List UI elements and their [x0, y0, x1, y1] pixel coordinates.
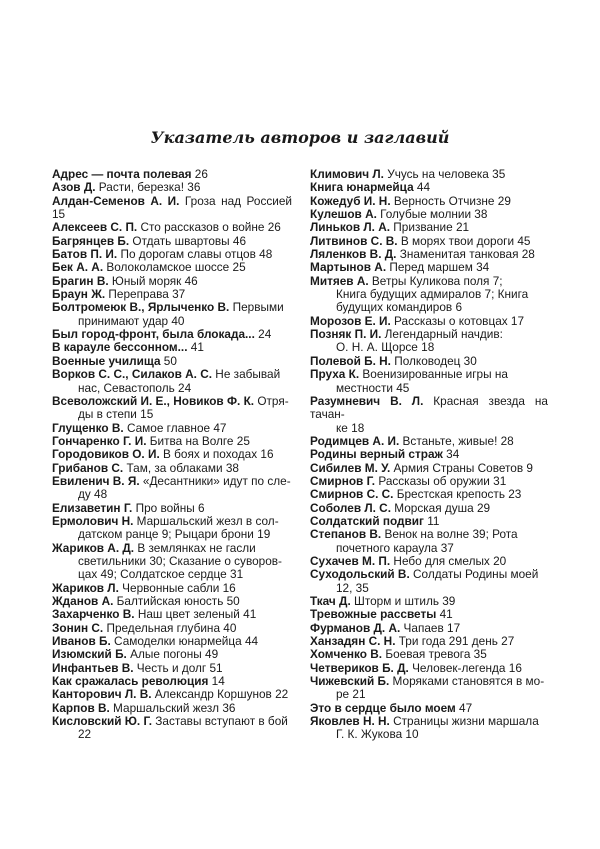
index-entry-text: Не забывай	[212, 367, 281, 382]
index-entry	[310, 608, 548, 621]
index-entry	[310, 475, 548, 488]
index-entry-continuation: ре 21	[336, 687, 366, 702]
index-entry	[52, 355, 292, 368]
index-entry	[52, 582, 292, 595]
index-entry	[52, 622, 292, 635]
index-entry-line	[52, 435, 292, 448]
index-entry-text: Маршальский жезл 36	[109, 700, 236, 715]
index-entry-heading: Инфантьев В.	[52, 660, 134, 675]
index-entry-text: Моряками становятся в мо-	[389, 674, 545, 689]
index-entry-heading: Алексеев С. П.	[52, 220, 138, 235]
index-entry-text: Солдаты Родины моей	[409, 567, 539, 582]
index-entry-heading: Это в сердце было моем	[310, 700, 456, 715]
index-entry-heading: Сибилев М. У.	[310, 460, 391, 475]
index-entry-text: Предельная глубина 40	[103, 620, 237, 635]
index-entry-heading: Ткач Д.	[310, 594, 351, 608]
index-entry-heading: Карпов В.	[52, 700, 110, 715]
index-entry-text: Расти, березка! 36	[95, 180, 201, 195]
index-entry-text: В боях и походах 16	[159, 447, 274, 462]
index-entry-line	[52, 261, 292, 274]
index-entry-continuation: местности 45	[336, 380, 410, 395]
index-entry-line	[52, 688, 292, 701]
index-entry-heading: Мартынов А.	[310, 260, 387, 275]
index-entry-heading: Соболев Л. С.	[310, 500, 391, 515]
index-entry-continuation: светильники 30; Сказание о суворов-	[78, 553, 282, 568]
index-entry-continuation: 22	[78, 727, 92, 742]
index-entry-heading: Ермолович Н.	[52, 513, 134, 528]
index-entry-heading: Канторович Л. В.	[52, 687, 152, 702]
index-entry-heading: Жданов А.	[52, 594, 114, 608]
index-entry-heading: Четвериков Б. Д.	[310, 660, 409, 675]
index-entry	[310, 168, 548, 181]
index-entry-text: 24	[254, 327, 272, 342]
index-entry-heading: Жариков А. Д.	[52, 540, 135, 555]
index-entry-text: 41	[436, 607, 453, 622]
index-entry	[310, 275, 548, 315]
index-entry-line	[310, 528, 548, 541]
index-entry-heading: Как сражалась революция	[52, 674, 209, 689]
index-entry-text: Сто рассказов о войне 26	[137, 220, 281, 235]
index-entry-text: 47	[455, 700, 473, 715]
index-entry-text: Военизированные игры на	[359, 367, 508, 382]
index-entry-line	[52, 635, 292, 648]
index-entry-line	[52, 648, 292, 661]
index-entry-line	[52, 328, 292, 341]
index-entry-heading: Багрянцев Б.	[52, 233, 130, 248]
index-entry-line	[310, 622, 548, 635]
index-entry-text: Переправа 37	[105, 287, 186, 302]
index-entry	[310, 528, 548, 555]
index-entry	[310, 662, 548, 675]
index-entry	[310, 488, 548, 501]
index-entry-heading: Хомченко В.	[310, 647, 383, 662]
index-entry-line	[52, 675, 292, 688]
index-entry-line	[52, 582, 292, 595]
index-entry	[310, 181, 548, 194]
index-entry-line	[310, 675, 548, 688]
index-entry-text: Червонные сабли 16	[118, 580, 236, 595]
index-entry-line	[310, 395, 548, 422]
index-entry-line	[310, 595, 548, 608]
index-entry	[310, 208, 548, 221]
index-entry-text: Шторм и штиль 39	[350, 594, 456, 608]
index-entry	[310, 502, 548, 515]
index-entry-text: 34	[442, 447, 460, 462]
index-entry-text: Там, за облаками 38	[123, 460, 239, 475]
index-entry-heading: Жариков Л.	[52, 580, 119, 595]
index-entry-text: Волоколамское шоссе 25	[103, 260, 246, 275]
index-entry-text: Наш цвет зеленый 41	[134, 607, 257, 622]
index-entry-heading: Изюмский Б.	[52, 647, 127, 662]
index-entry-text: Три года 291 день 27	[395, 634, 515, 649]
index-entry	[52, 275, 292, 288]
index-entry-line	[310, 608, 548, 621]
index-entry-text: Битва на Волге 25	[146, 433, 250, 448]
index-entry	[52, 288, 292, 301]
index-entry-text: Красная звезда на тачан-	[310, 393, 548, 422]
index-entry-continuation: Книга будущих адмиралов 7; Книга	[336, 287, 529, 302]
index-entry-text: Алые погоны 49	[126, 647, 219, 662]
index-entry-line	[52, 702, 292, 715]
index-entry-heading: Тревожные рассветы	[310, 607, 437, 622]
index-entry-heading: Захарченко В.	[52, 607, 135, 622]
index-entry	[52, 235, 292, 248]
index-entry-line	[52, 622, 292, 635]
index-entry	[52, 475, 292, 502]
index-entry	[52, 301, 292, 328]
index-entry	[52, 221, 292, 234]
index-entry-continuation: ды в степи 15	[78, 407, 154, 422]
index-entry-text: Боевая тревога 35	[382, 647, 487, 662]
index-entry-text: Голубые молнии 38	[376, 207, 488, 222]
index-entry-line	[52, 275, 292, 288]
index-entry-line	[52, 395, 292, 408]
index-entry	[52, 395, 292, 422]
index-entry-text: Заставы вступают в бой	[151, 714, 288, 729]
index-entry	[52, 542, 292, 582]
index-entry	[310, 462, 548, 475]
index-entry-heading: Иванов Б.	[52, 634, 111, 649]
index-entry-line	[52, 288, 292, 301]
index-entry-heading: Митяев А.	[310, 273, 369, 288]
index-entry-line	[52, 475, 292, 488]
index-entry	[52, 261, 292, 274]
index-entry	[52, 195, 292, 222]
index-entry	[52, 435, 292, 448]
index-entry-line	[52, 248, 292, 261]
index-entry-continuation: датском ранце 9; Рыцари брони 19	[78, 527, 271, 542]
index-entry-heading: Евиленич В. Я.	[52, 473, 140, 488]
index-entry-line	[310, 515, 548, 528]
index-entry	[310, 622, 548, 635]
index-entry-line	[52, 715, 292, 728]
index-entry-heading: Алдан-Семенов А. И.	[52, 193, 180, 208]
index-entry-text: Гроза над Россией 15	[52, 193, 292, 222]
index-entry-heading: Суходольский В.	[310, 567, 410, 582]
index-entry-heading: Кисловский Ю. Г.	[52, 714, 152, 729]
index-entry-text: Рассказы об оружии 31	[375, 473, 507, 488]
index-entry-line	[310, 368, 548, 381]
index-entry-heading: Чижевский Б.	[310, 674, 390, 689]
index-entry-line	[52, 448, 292, 461]
index-entry-continuation: ке 18	[336, 420, 365, 435]
index-entry	[52, 608, 292, 621]
index-entry-line	[52, 355, 292, 368]
index-entry-line	[310, 208, 548, 221]
index-entry-text: В землянках не гасли	[134, 540, 256, 555]
index-entry	[310, 195, 548, 208]
index-entry-heading: Брагин В.	[52, 273, 109, 288]
index-entry-line	[52, 662, 292, 675]
index-entry-heading: Грибанов С.	[52, 460, 124, 475]
index-entry	[52, 595, 292, 608]
index-entry	[52, 715, 292, 742]
index-entry-heading: Смирнов Г.	[310, 473, 376, 488]
index-entry	[310, 315, 548, 328]
index-entry-heading: Пруха К.	[310, 367, 360, 382]
index-entry-line	[52, 181, 292, 194]
index-entry-line	[310, 702, 548, 715]
index-entry-heading: Степанов В.	[310, 527, 382, 542]
index-entry-continuation: принимают удар 40	[78, 313, 185, 328]
index-entry-text: 11	[423, 513, 440, 528]
index-entry-heading: Всеволожский И. Е., Новиков Ф. К.	[52, 393, 255, 408]
index-entry-line	[310, 475, 548, 488]
index-column-left	[52, 168, 292, 742]
index-entry	[52, 248, 292, 261]
index-entry	[52, 422, 292, 435]
index-entry	[310, 235, 548, 248]
index-entry	[310, 702, 548, 715]
index-entry-text: «Десантники» идут по сле-	[139, 473, 291, 488]
index-entry-line	[52, 368, 292, 381]
index-entry-heading: Родины верный страж	[310, 447, 443, 462]
index-entry-line	[52, 542, 292, 555]
index-entry-text: Маршальский жезл в сол-	[133, 513, 279, 528]
index-entry-text: Балтийская юность 50	[113, 594, 240, 608]
index-entry-text: Брестская крепость 23	[393, 487, 522, 502]
index-entry	[52, 168, 292, 181]
index-entry-heading: Глущенко В.	[52, 420, 124, 435]
index-entry-heading: Был город-фронт, была блокада...	[52, 327, 255, 342]
index-entry-line	[310, 221, 548, 234]
index-entry	[310, 221, 548, 234]
index-entry-line	[310, 648, 548, 661]
index-entry	[52, 328, 292, 341]
index-entry-line	[310, 195, 548, 208]
index-entry-heading: Линьков Л. А.	[310, 220, 391, 235]
index-entry-text: Встаньте, живые! 28	[399, 433, 514, 448]
index-entry-text: Полководец 30	[390, 353, 477, 368]
index-entry-line	[310, 662, 548, 675]
index-entry	[310, 261, 548, 274]
index-entry-heading: Ляленков В. Д.	[310, 247, 397, 262]
index-entry-heading: Ворков С. С., Силаков А. С.	[52, 367, 213, 382]
index-entry	[310, 648, 548, 661]
index-entry-heading: Кожедуб И. Н.	[310, 193, 391, 208]
index-entry-text: Рассказы о котовцах 17	[390, 313, 525, 328]
index-entry-continuation: Г. К. Жукова 10	[336, 727, 419, 742]
index-entry-line	[310, 502, 548, 515]
index-entry-text: Честь и долг 51	[133, 660, 223, 675]
index-entry-heading: Батов П. И.	[52, 247, 118, 262]
index-entry-line	[310, 435, 548, 448]
index-entry-heading: Разумневич В. Л.	[310, 393, 424, 408]
page-title: Указатель авторов и заглавий	[150, 128, 450, 147]
index-entry-text: Небо для смелых 20	[390, 553, 507, 568]
index-entry-text: Ветры Куликова поля 7;	[368, 273, 503, 288]
index-entry-heading: Морозов Е. И.	[310, 313, 391, 328]
index-entry-text: Легендарный начдив:	[381, 327, 503, 342]
index-entry-text: Призвание 21	[390, 220, 470, 235]
index-entry-line	[310, 568, 548, 581]
index-entry-heading: В карауле бессонном...	[52, 340, 188, 355]
index-entry	[310, 555, 548, 568]
index-entry-line	[310, 235, 548, 248]
index-entry-continuation: 12, 35	[336, 580, 369, 595]
index-entry-line	[52, 422, 292, 435]
index-entry-text: Отря-	[254, 393, 289, 408]
index-entry-text: Знаменитая танковая 28	[396, 247, 535, 262]
index-entry-continuation: цах 49; Солдатское сердце 31	[78, 567, 244, 582]
index-entry-text: 41	[187, 340, 204, 355]
index-entry	[310, 595, 548, 608]
index-entry	[310, 448, 548, 461]
index-entry-line	[310, 715, 548, 728]
index-entry	[310, 248, 548, 261]
index-entry-text: 44	[413, 180, 431, 195]
index-entry-heading: Бек А. А.	[52, 260, 104, 275]
index-entry-line	[310, 488, 548, 501]
index-entry-line	[52, 235, 292, 248]
index-entry-text: По дорогам славы отцов 48	[117, 247, 273, 262]
index-entry	[310, 395, 548, 435]
index-entry-line	[52, 608, 292, 621]
index-entry-continuation: ду 48	[78, 487, 108, 502]
index-entry-line	[310, 448, 548, 461]
index-entry-line	[310, 328, 548, 341]
index-entry	[52, 702, 292, 715]
index-entry-text: Первыми	[229, 300, 284, 315]
index-entry-line	[310, 555, 548, 568]
index-entry-line	[52, 301, 292, 314]
index-entry	[52, 635, 292, 648]
index-entry-heading: Полевой Б. Н.	[310, 353, 391, 368]
index-entry-text: Перед маршем 34	[386, 260, 490, 275]
index-entry	[310, 515, 548, 528]
index-entry-text: Учусь на человека 35	[383, 167, 506, 181]
index-entry-heading: Фурманов Д. А.	[310, 620, 401, 635]
index-entry-line	[310, 635, 548, 648]
index-entry	[310, 355, 548, 368]
index-entry	[52, 648, 292, 661]
index-entry-heading: Смирнов С. С.	[310, 487, 394, 502]
index-entry-text: Юный моряк 46	[108, 273, 198, 288]
index-entry-text: 26	[191, 167, 208, 181]
index-entry	[52, 462, 292, 475]
index-entry-text: 50	[160, 353, 177, 368]
index-entry	[52, 675, 292, 688]
index-entry-text: Александр Коршунов 22	[151, 687, 289, 702]
index-entry	[52, 688, 292, 701]
index-entry-heading: Родимцев А. И.	[310, 433, 400, 448]
index-entry	[52, 341, 292, 354]
index-entry-heading: Гончаренко Г. И.	[52, 433, 147, 448]
index-entry-line	[52, 462, 292, 475]
index-entry-text: Венок на волне 39; Рота	[381, 527, 518, 542]
index-entry-text: Самоделки юнармейца 44	[110, 634, 259, 649]
index-entry-line	[310, 248, 548, 261]
index-entry	[310, 435, 548, 448]
index-entry-continuation: почетного караула 37	[336, 540, 454, 555]
index-entry-line	[52, 595, 292, 608]
index-entry-line	[310, 275, 548, 288]
index-entry-heading: Яковлев Н. Н.	[310, 714, 390, 729]
index-entry-text: Страницы жизни маршала	[389, 714, 539, 729]
index-entry-line	[310, 315, 548, 328]
index-entry	[52, 368, 292, 395]
index-entry-heading: Кулешов А.	[310, 207, 377, 222]
index-entry-line	[52, 221, 292, 234]
index-entry-text: Армия Страны Советов 9	[390, 460, 533, 475]
index-entry	[52, 515, 292, 542]
index-entry	[52, 448, 292, 461]
index-entry-text: Про войны 6	[132, 500, 205, 515]
index-entry-heading: Городовиков О. И.	[52, 447, 160, 462]
index-entry-line	[310, 462, 548, 475]
index-column-right	[310, 168, 548, 742]
index-entry-heading: Елизаветин Г.	[52, 500, 133, 515]
index-entry-heading: Болтромеюк В., Ярлыченко В.	[52, 300, 230, 315]
index-entry-line	[52, 502, 292, 515]
index-entry-continuation: О. Н. А. Щорсе 18	[336, 340, 435, 355]
index-entry-text: Верность Отчизне 29	[390, 193, 511, 208]
index-entry-line	[310, 181, 548, 194]
index-entry-text: Отдать швартовы 46	[129, 233, 247, 248]
index-entry	[310, 368, 548, 395]
index-entry-heading: Ханзадян С. Н.	[310, 634, 396, 649]
index-entry-text: Морская душа 29	[390, 500, 491, 515]
index-entry-heading: Азов Д.	[52, 180, 96, 195]
index-entry-text: Чапаев 17	[400, 620, 461, 635]
index-entry-line	[52, 195, 292, 222]
index-entry-heading: Сухачев М. П.	[310, 553, 391, 568]
index-entry-line	[52, 341, 292, 354]
index-entry	[310, 568, 548, 595]
index-entry-heading: Книга юнармейца	[310, 180, 414, 195]
index-entry-heading: Солдатский подвиг	[310, 513, 424, 528]
index-entry-heading: Военные училища	[52, 353, 161, 368]
index-entry-continuation: нас, Севастополь 24	[78, 380, 192, 395]
index-entry-continuation: будущих командиров 6	[336, 300, 462, 315]
index-entry	[52, 662, 292, 675]
index-entry-heading: Позняк П. И.	[310, 327, 382, 342]
index-entry-text: Человек-легенда 16	[408, 660, 522, 675]
index-entry-heading: Адрес — почта полевая	[52, 167, 192, 181]
index-entry-text: Самое главное 47	[123, 420, 227, 435]
index-entry-text: В морях твои дороги 45	[397, 233, 531, 248]
index-entry-heading: Зонин С.	[52, 620, 104, 635]
index-entry-heading: Браун Ж.	[52, 287, 106, 302]
index-entry-line	[52, 168, 292, 181]
index-entry-line	[310, 261, 548, 274]
index-entry-heading: Климович Л.	[310, 167, 384, 181]
index-entry	[52, 181, 292, 194]
index-entry-text: 14	[208, 674, 225, 689]
index-entry-heading: Литвинов С. В.	[310, 233, 398, 248]
index-entry	[310, 715, 548, 742]
index-entry	[310, 635, 548, 648]
index-entry-line	[52, 515, 292, 528]
index-entry-line	[310, 355, 548, 368]
index-entry	[310, 675, 548, 702]
index-entry-line	[310, 168, 548, 181]
index-entry	[52, 502, 292, 515]
index-entry	[310, 328, 548, 355]
